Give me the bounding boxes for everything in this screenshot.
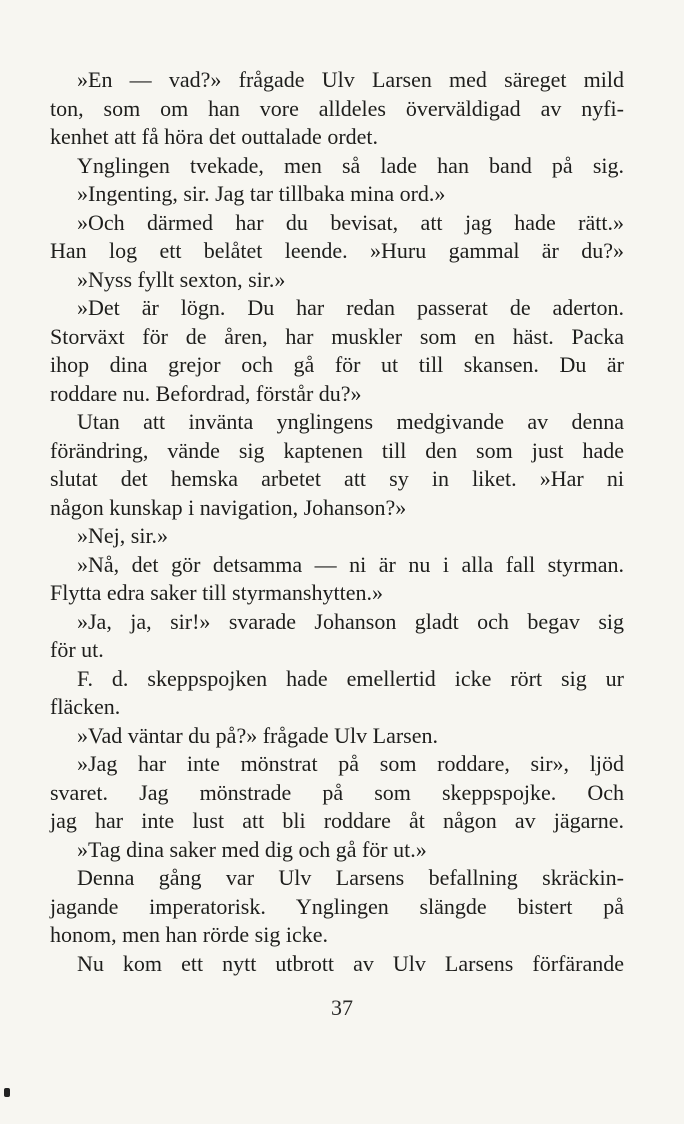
text-line: kenhet att få höra det outtalade ordet. xyxy=(50,124,379,149)
text-line: Ynglingen tvekade, men så lade han band på sig. xyxy=(77,152,624,178)
text-line: Utan att invänta ynglingens medgivande av denna xyxy=(77,409,624,434)
text-line: »Ja, ja, sir!» svarade Johanson gladt och begav sig xyxy=(77,608,624,634)
scan-mark xyxy=(4,1088,10,1097)
text-line: fläcken. xyxy=(50,694,121,719)
text-line: förändring, vände sig kaptenen till den som just hade xyxy=(50,437,624,463)
page-number: 37 xyxy=(331,995,353,1020)
book-page-text xyxy=(50,66,624,978)
text-line: »Nyss fyllt sexton, sir.» xyxy=(77,266,286,292)
text-line: någon kunskap i navigation, Johanson?» xyxy=(50,494,407,520)
text-line: Han log ett belåtet leende. »Huru gammal är du?» xyxy=(50,238,624,263)
text-line: honom, men han rörde sig icke. xyxy=(50,922,328,947)
text-line: »Tag dina saker med dig och gå för ut.» xyxy=(77,836,427,862)
text-line: »Och därmed har du bevisat, att jag hade rätt.» xyxy=(77,209,624,235)
text-line: »Nå, det gör detsamma — ni är nu i alla fall styrman. xyxy=(77,551,624,577)
text-line: »En — vad?» frågade Ulv Larsen med säreget mild xyxy=(77,67,624,92)
text-line: F. d. skeppspojken hade emellertid icke rört sig ur xyxy=(77,665,624,691)
text-line: jagande imperatorisk. Ynglingen slängde bistert på xyxy=(50,893,624,919)
text-line: »Det är lögn. Du har redan passerat de aderton. xyxy=(77,295,624,320)
text-line: ton, som om han vore alldeles överväldigad av nyfi- xyxy=(50,95,624,121)
text-line: ihop dina grejor och gå för ut till skansen. Du är xyxy=(50,352,624,377)
text-line: roddare nu. Befordrad, förstår du?» xyxy=(50,380,362,406)
text-line: »Ingenting, sir. Jag tar tillbaka mina ord.» xyxy=(77,181,446,206)
text-line: »Nej, sir.» xyxy=(77,523,169,548)
text-line: Nu kom ett nytt utbrott av Ulv Larsens förfärande xyxy=(77,950,624,976)
text-line: »Jag har inte mönstrat på som roddare, sir», ljöd xyxy=(77,751,624,776)
text-line: »Vad väntar du på?» frågade Ulv Larsen. xyxy=(77,722,439,748)
text-line: Denna gång var Ulv Larsens befallning skräckin- xyxy=(77,865,624,890)
text-line: för ut. xyxy=(50,637,104,662)
text-line: jag har inte lust att bli roddare åt någon av jägarne. xyxy=(50,808,624,833)
text-line: Storväxt för de åren, har muskler som en häst. Packa xyxy=(50,323,624,349)
text-line: Flytta edra saker till styrmanshytten.» xyxy=(50,580,383,605)
text-line: svaret. Jag mönstrade på som skeppspojke. Och xyxy=(50,779,624,805)
text-line: slutat det hemska arbetet att sy in liket. »Har ni xyxy=(50,466,624,491)
